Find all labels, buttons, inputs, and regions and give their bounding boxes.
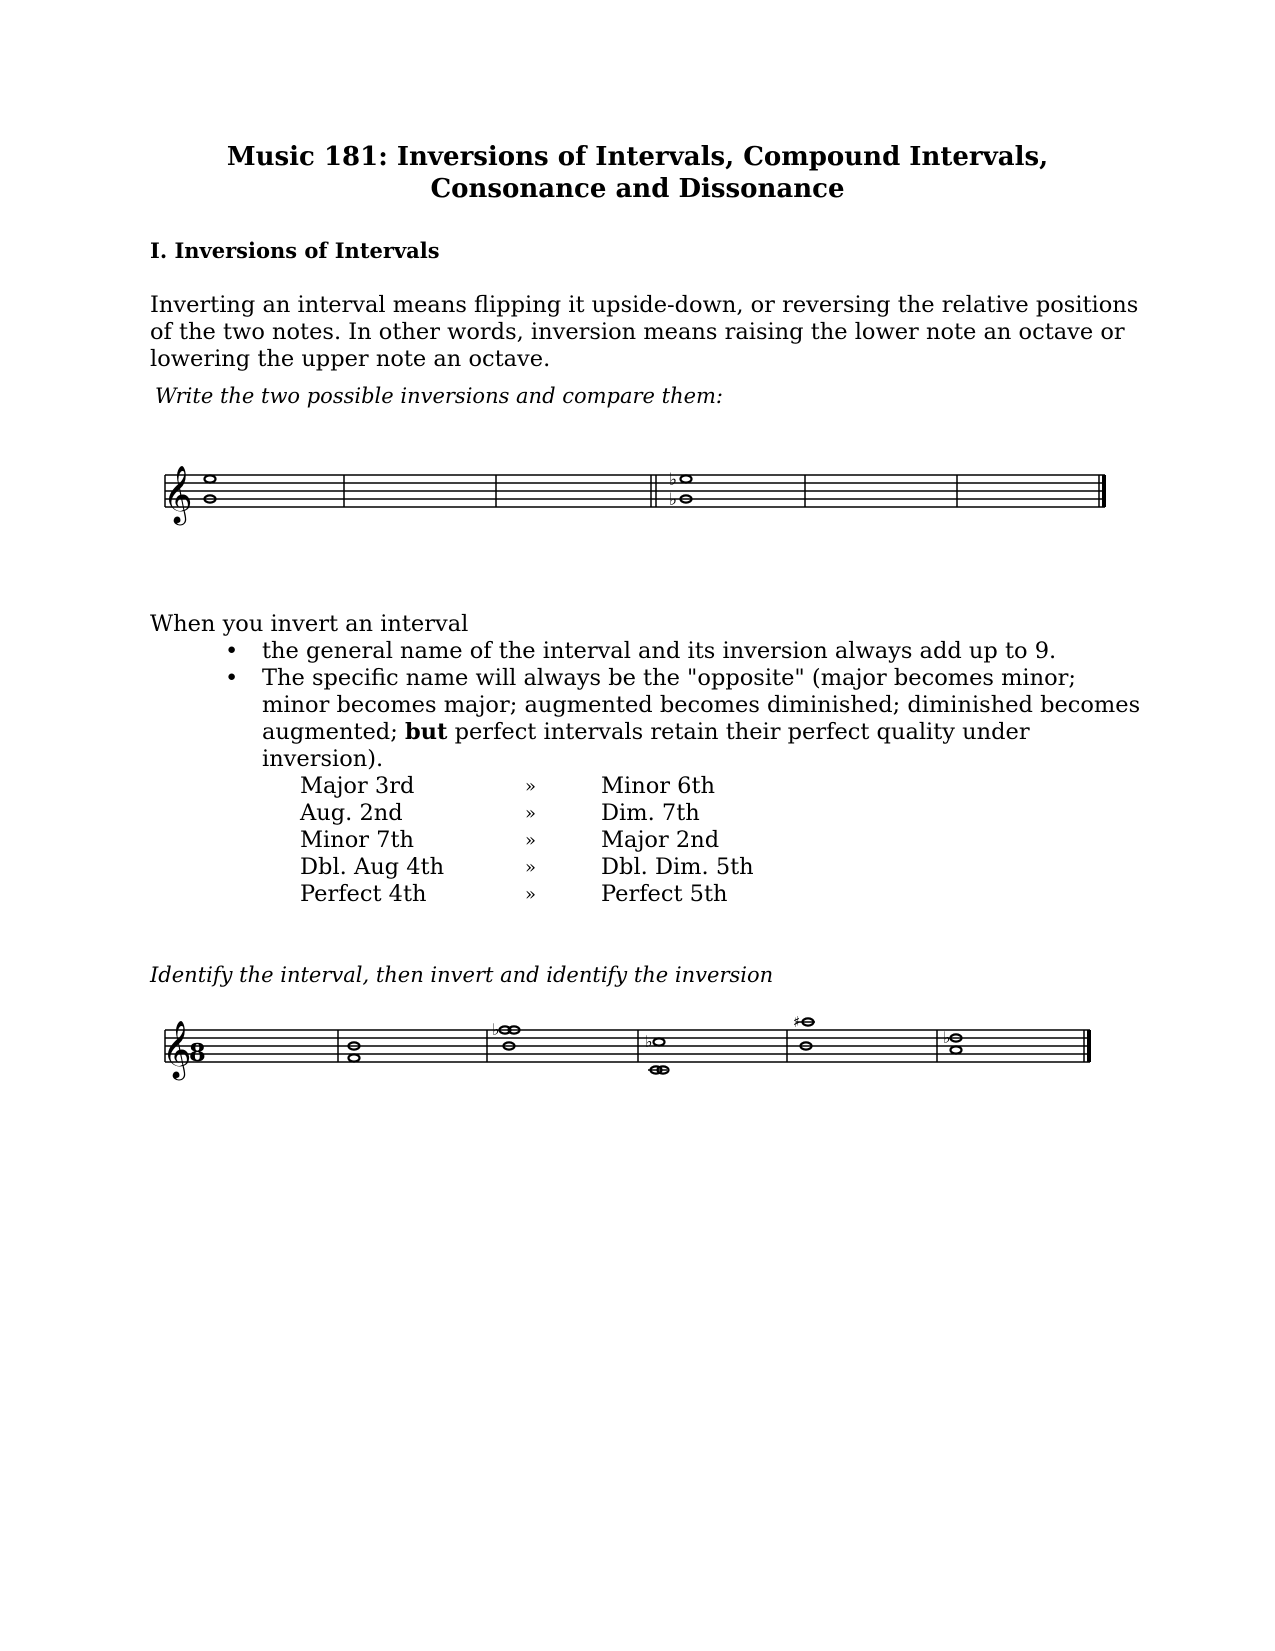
whole-note: [349, 1054, 360, 1061]
page-title-line-2: Consonance and Dissonance: [430, 174, 845, 204]
section-heading: I. Inversions of Intervals: [150, 238, 440, 263]
sharp-sign: ♯: [793, 1013, 801, 1031]
bullet-text-2-end: perfect intervals retain their perfect quality under inversion).: [262, 719, 1030, 772]
treble-clef-icon: 𝄞: [163, 465, 193, 523]
intro-text: When you invert an interval: [150, 611, 469, 637]
whole-note: [681, 475, 692, 482]
music-staff-2: [0, 1000, 1275, 1090]
music-staff-1: [0, 455, 1275, 545]
flat-sign: ♭: [669, 490, 678, 510]
table-to: Perfect 5th: [601, 881, 728, 907]
flat-sign: ♭: [492, 1020, 500, 1039]
table-from: Perfect 4th: [300, 881, 427, 907]
table-from: Aug. 2nd: [300, 800, 403, 826]
flat-sign: ♭: [645, 1032, 653, 1051]
bullet-marker: •: [225, 638, 239, 664]
table-arrow: »: [525, 830, 537, 851]
table-arrow: »: [525, 857, 537, 878]
whole-note: [654, 1038, 665, 1045]
table-arrow: »: [525, 803, 537, 824]
table-arrow: »: [525, 884, 537, 905]
intro-paragraph: Inverting an interval means flipping it upside-down, or reversing the relative positions of the two notes. In other words, inversion means raising the lower note an octave or lowering the upper note an octave.: [150, 292, 1139, 372]
instruction-identify: Identify the interval, then invert and identify the inversion: [150, 963, 774, 987]
page-title-line-1: Music 181: Inversions of Intervals, Compound Intervals,: [226, 142, 1049, 172]
flat-sign: ♭: [669, 470, 678, 490]
time-signature: 8: [189, 1038, 206, 1067]
bullet-text-1: the general name of the interval and its inversion always add up to 9.: [262, 638, 1057, 664]
table-to: Major 2nd: [601, 827, 720, 853]
table-to: Dbl. Dim. 5th: [601, 854, 754, 880]
table-arrow: »: [525, 776, 537, 797]
table-from: Major 3rd: [300, 773, 415, 799]
whole-note: [205, 475, 216, 482]
bullet-text-2-bold: but: [404, 719, 448, 745]
instruction-write-inversions: Write the two possible inversions and compare them:: [155, 384, 724, 408]
flat-sign: ♭: [943, 1028, 951, 1047]
treble-clef-icon: 𝄞: [162, 1020, 192, 1078]
table-from: Dbl. Aug 4th: [300, 854, 445, 880]
table-to: Minor 6th: [601, 773, 716, 799]
whole-note: [951, 1046, 962, 1053]
table-to: Dim. 7th: [601, 800, 700, 826]
bullet-marker: •: [225, 665, 239, 691]
table-from: Minor 7th: [300, 827, 415, 853]
bullet-text-2-start: The specific name will always be the "opposite" (major becomes minor; minor becomes major; augmented becomes diminished; diminished becomes augmented;: [262, 665, 1141, 745]
bullet-text-2: [262, 665, 1142, 773]
